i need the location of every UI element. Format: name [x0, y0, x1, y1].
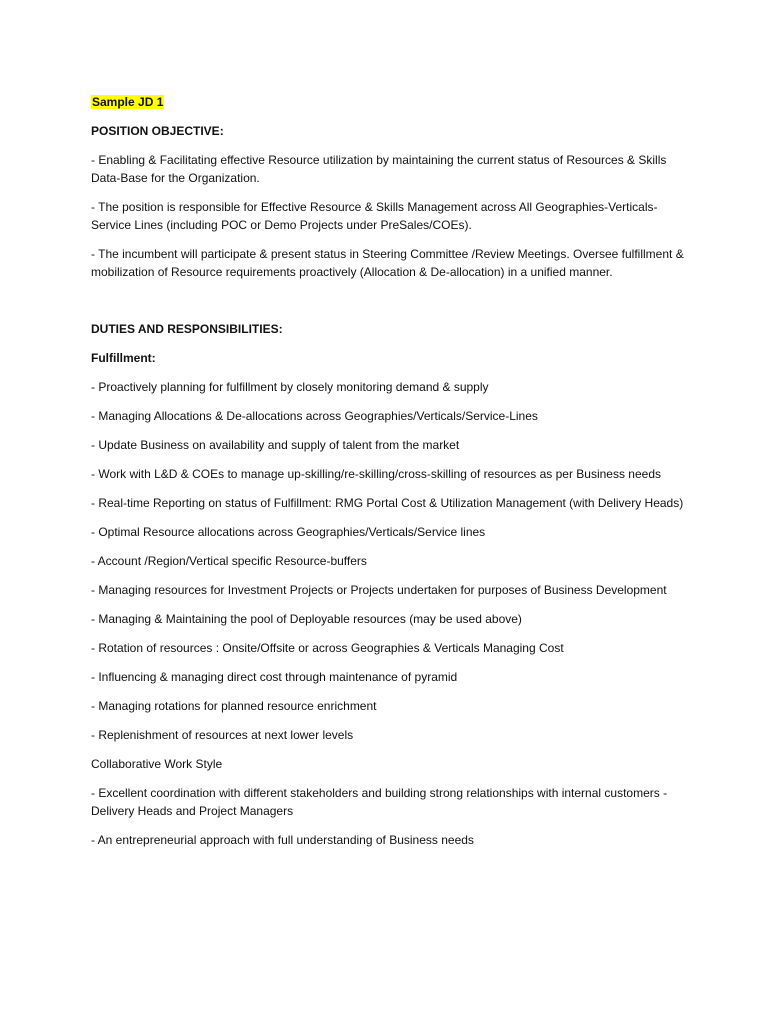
fulfillment-item: - Influencing & managing direct cost through maintenance of pyramid [91, 670, 458, 684]
fulfillment-item: - Managing Allocations & De-allocations across Geographies/Verticals/Service-Lines [91, 409, 538, 423]
objective-paragraph: - Enabling & Facilitating effective Resource utilization by maintaining the current status of Resources & Skills Data-Base for the Organization. [91, 153, 667, 185]
collab-item: - An entrepreneurial approach with full understanding of Business needs [91, 833, 474, 847]
fulfillment-item: - Managing & Maintaining the pool of Deployable resources (may be used above) [91, 612, 522, 626]
fulfillment-item: - Real-time Reporting on status of Fulfillment: RMG Portal Cost & Utilization Management (with Delivery Heads) [91, 496, 684, 510]
sample-tag: Sample JD 1 [92, 95, 164, 109]
document-body [91, 93, 691, 860]
fulfillment-item: - Optimal Resource allocations across Geographies/Verticals/Service lines [91, 525, 486, 539]
sample-tag-line [91, 93, 691, 111]
collab-item: - Excellent coordination with different stakeholders and building strong relationships with internal customers - Delivery Heads and Project Managers [91, 786, 668, 818]
fulfillment-item: - Managing resources for Investment Projects or Projects undertaken for purposes of Business Development [91, 583, 667, 597]
objective-heading: POSITION OBJECTIVE: [91, 124, 224, 138]
fulfillment-item: - Proactively planning for fulfillment by closely monitoring demand & supply [91, 380, 489, 394]
section-spacer [91, 292, 691, 320]
collab-heading: Collaborative Work Style [91, 757, 223, 771]
fulfillment-heading: Fulfillment: [91, 351, 156, 365]
fulfillment-item: - Work with L&D & COEs to manage up-skilling/re-skilling/cross-skilling of resources as per Business needs [91, 467, 661, 481]
fulfillment-item: - Account /Region/Vertical specific Resource-buffers [91, 554, 367, 568]
fulfillment-item: - Rotation of resources : Onsite/Offsite or across Geographies & Verticals Managing Cost [91, 641, 564, 655]
objective-paragraph: - The position is responsible for Effective Resource & Skills Management across All Geographies-Verticals-Service Lines (including POC or Demo Projects under PreSales/COEs). [91, 200, 658, 232]
fulfillment-item: - Managing rotations for planned resource enrichment [91, 699, 377, 713]
duties-heading: DUTIES AND RESPONSIBILITIES: [91, 322, 283, 336]
objective-paragraph: - The incumbent will participate & present status in Steering Committee /Review Meetings. Oversee fulfillment & mobilization of Resource requirements proactively (Allocation & De-allocation) in a unified manner. [91, 247, 684, 279]
fulfillment-item: - Update Business on availability and supply of talent from the market [91, 438, 460, 452]
fulfillment-item: - Replenishment of resources at next lower levels [91, 728, 354, 742]
